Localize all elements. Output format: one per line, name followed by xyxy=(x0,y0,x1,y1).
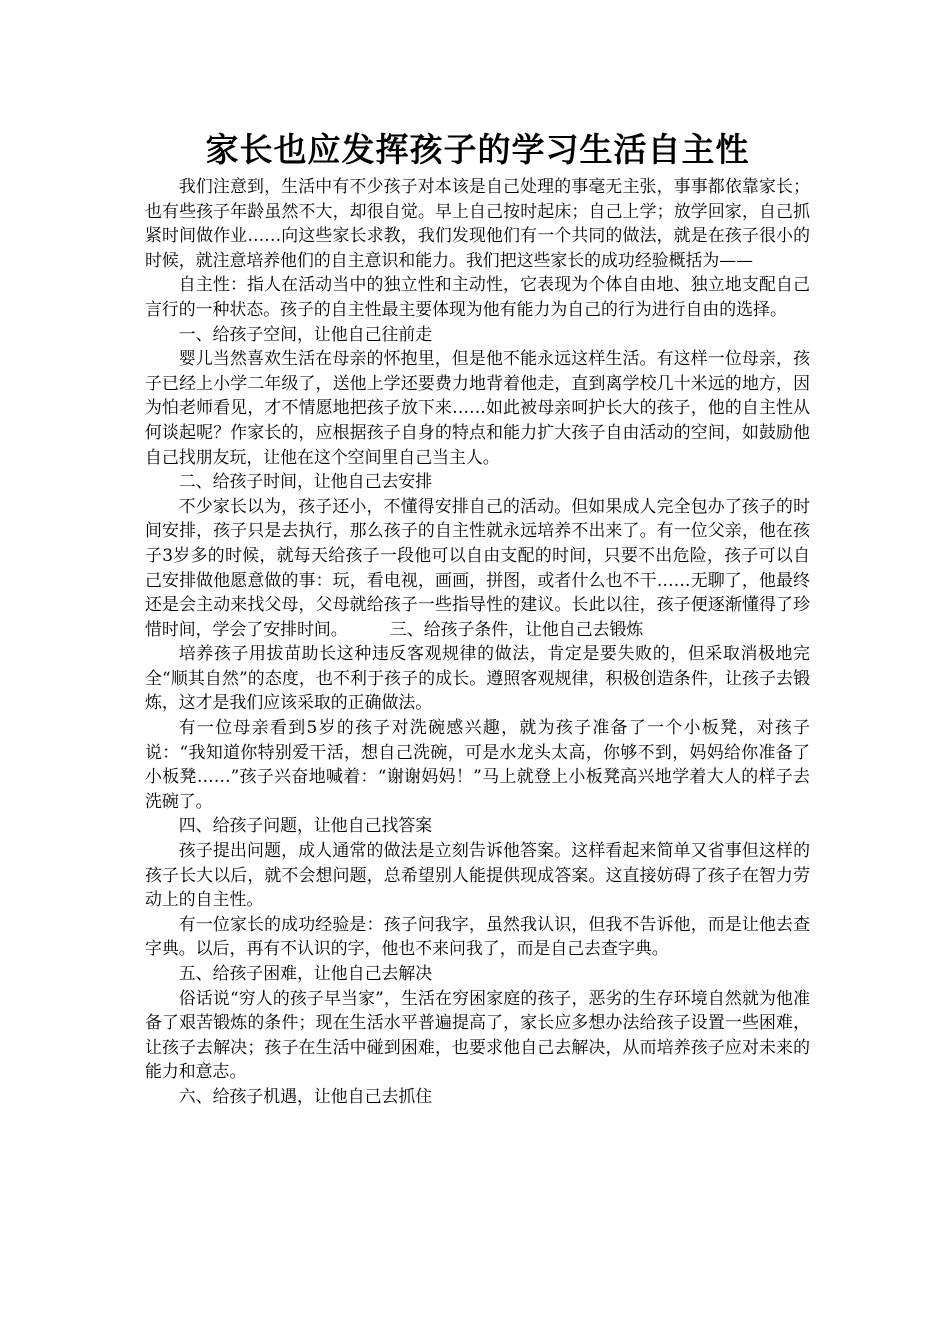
section-1-paragraph: 婴儿当然喜欢生活在母亲的怀抱里，但是他不能永远这样生活。有这样一位母亲，孩子已经上小学二年级了，送他上学还要费力地背着他走，直到离学校几十米远的地方，因为怕老师看见，才不情愿地把孩子放下来……如此被母亲呵护长大的孩子，他的自主性从何谈起呢？作家长的，应根据孩子自身的特点和能力扩大孩子自由活动的空间，如鼓励他自己找朋友玩，让他在这个空间里自己当主人。 xyxy=(145,348,810,467)
section-heading-4: 四、给孩子问题，让他自己找答案 xyxy=(178,815,433,836)
document-body xyxy=(145,174,810,1109)
section-heading-5: 五、给孩子困难，让他自己去解决 xyxy=(178,963,433,983)
section-3-example-paragraph: 有一位母亲看到5岁的孩子对洗碗感兴趣，就为孩子准备了一个小板凳，对孩子说：“我知道你特别爱干活，想自己洗碗，可是水龙头太高，你够不到，妈妈给你准备了小板凳……”孩子兴奋地喊着：“谢谢妈妈！”马上就登上小板凳高兴地学着大人的样子去洗碗了。 xyxy=(145,717,810,811)
intro-paragraph: 我们注意到，生活中有不少孩子对本该是自己处理的事毫无主张，事事都依靠家长；也有些孩子年龄虽然不大，却很自觉。早上自己按时起床；自己上学；放学回家，自己抓紧时间做作业……向这些家长求教，我们发现他们有一个共同的做法，就是在孩子很小的时候，就注意培养他们的自主意识和能力。我们把这些家长的成功经验概括为—— xyxy=(145,176,810,270)
document-page xyxy=(145,128,810,1109)
section-3-paragraph: 培养孩子用拔苗助长这种违反客观规律的做法，肯定是要失败的，但采取消极地完全“顺其自然”的态度，也不利于孩子的成长。遵照客观规律，积极创造条件，让孩子去锻炼，这才是我们应该采取的正确做法。 xyxy=(145,643,810,713)
document-title: 家长也应发挥孩子的学习生活自主性 xyxy=(205,130,750,169)
section-4-example-paragraph: 有一位家长的成功经验是：孩子问我字，虽然我认识，但我不告诉他，而是让他去查字典。以后，再有不认识的字，他也不来问我了，而是自己去查字典。 xyxy=(145,913,810,959)
section-4-paragraph: 孩子提出问题，成人通常的做法是立刻告诉他答案。这样看起来简单又省事但这样的孩子长大以后，就不会想问题，总希望别人能提供现成答案。这直接妨碍了孩子在智力劳动上的自主性。 xyxy=(145,840,810,910)
section-5-paragraph: 俗话说“穷人的孩子早当家”，生活在穷困家庭的孩子，恶劣的生存环境自然就为他准备了艰苦锻炼的条件；现在生活水平普遍提高了，家长应多想办法给孩子设置一些困难，让孩子去解决；孩子在生活中碰到困难，也要求他自己去解决，从而培养孩子应对未来的能力和意志。 xyxy=(145,987,810,1082)
section-2-paragraph: 不少家长以为，孩子还小，不懂得安排自己的活动。但如果成人完全包办了孩子的时间安排，孩子只是去执行，那么孩子的自主性就永远培养不出来了。有一位父亲，他在孩子3岁多的时候，就每天给孩子一段他可以自由支配的时间，只要不出危险，孩子可以自己安排做他愿意做的事：玩，看电视，画画，拼图，或者什么也不干……无聊了，他最终还是会主动来找父母，父母就给孩子一些指导性的建议。长此以往，孩子便逐渐懂得了珍惜时间，学会了安排时间。 三、给孩子条件，让他自己去锻炼 xyxy=(145,495,810,639)
section-heading-6: 六、给孩子机遇，让他自己去抓住 xyxy=(178,1085,433,1106)
section-heading-2: 二、给孩子时间，让他自己去安排 xyxy=(178,471,433,492)
section-heading-1: 一、给孩子空间，让他自己往前走 xyxy=(178,323,433,344)
definition-paragraph: 自主性：指人在活动当中的独立性和主动性，它表现为个体自由地、独立地支配自己言行的一种状态。孩子的自主性最主要体现为他有能力为自己的行为进行自由的选择。 xyxy=(145,274,810,319)
